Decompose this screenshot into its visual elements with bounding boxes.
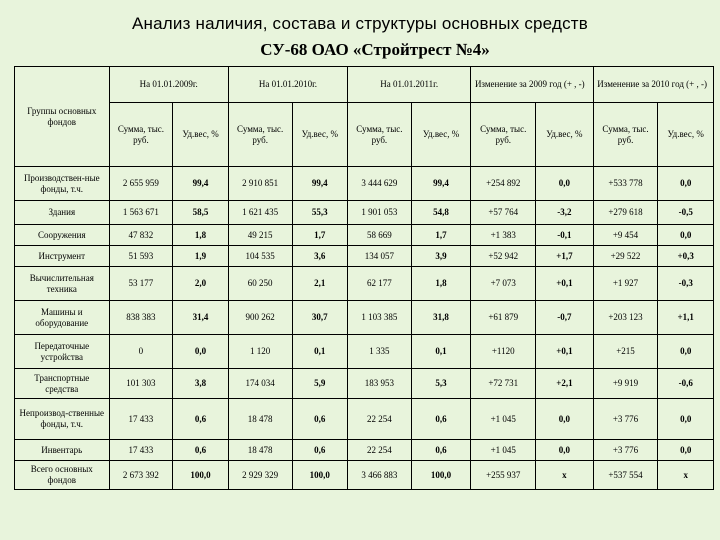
sum-cell: +203 123 bbox=[593, 301, 658, 335]
sum-cell: 174 034 bbox=[228, 369, 292, 399]
sum-column-header: Сумма, тыс. руб. bbox=[348, 103, 412, 167]
sum-cell: +3 776 bbox=[593, 440, 658, 461]
sum-cell: +57 764 bbox=[471, 201, 536, 225]
sum-cell: 0 bbox=[109, 335, 173, 369]
share-column-header: Уд.вес, % bbox=[658, 103, 714, 167]
sum-cell: 3 466 883 bbox=[348, 461, 412, 490]
share-cell: 0,0 bbox=[536, 167, 594, 201]
share-cell: 0,6 bbox=[411, 399, 471, 440]
share-cell: 0,0 bbox=[658, 167, 714, 201]
share-cell: 100,0 bbox=[173, 461, 229, 490]
sum-cell: +9 454 bbox=[593, 225, 658, 246]
sum-column-header: Сумма, тыс. руб. bbox=[228, 103, 292, 167]
sum-cell: 838 383 bbox=[109, 301, 173, 335]
share-column-header: Уд.вес, % bbox=[173, 103, 229, 167]
sum-cell: 47 832 bbox=[109, 225, 173, 246]
sum-cell: +255 937 bbox=[471, 461, 536, 490]
share-cell: х bbox=[658, 461, 714, 490]
sum-cell: 3 444 629 bbox=[348, 167, 412, 201]
sum-cell: 18 478 bbox=[228, 399, 292, 440]
share-cell: 0,0 bbox=[658, 399, 714, 440]
sum-cell: +52 942 bbox=[471, 246, 536, 267]
sum-cell: +1120 bbox=[471, 335, 536, 369]
sum-cell: 53 177 bbox=[109, 267, 173, 301]
share-cell: +0,1 bbox=[536, 267, 594, 301]
share-cell: 0,0 bbox=[536, 440, 594, 461]
table-row bbox=[15, 369, 714, 399]
share-cell: 31,8 bbox=[411, 301, 471, 335]
sum-column-header: Сумма, тыс. руб. bbox=[471, 103, 536, 167]
sum-cell: +254 892 bbox=[471, 167, 536, 201]
share-cell: 1,7 bbox=[411, 225, 471, 246]
sum-cell: 1 103 385 bbox=[348, 301, 412, 335]
group-column-header: Группы основных фондов bbox=[15, 67, 110, 167]
sum-cell: 1 563 671 bbox=[109, 201, 173, 225]
share-cell: 3,6 bbox=[292, 246, 348, 267]
sum-cell: 60 250 bbox=[228, 267, 292, 301]
share-cell: -0,1 bbox=[536, 225, 594, 246]
sum-cell: +215 bbox=[593, 335, 658, 369]
sum-cell: +9 919 bbox=[593, 369, 658, 399]
table-row bbox=[15, 267, 714, 301]
table-row bbox=[15, 301, 714, 335]
table-row bbox=[15, 246, 714, 267]
sum-cell: 58 669 bbox=[348, 225, 412, 246]
change-header: Изменение за 2009 год (+ , -) bbox=[471, 67, 593, 103]
sum-cell: 18 478 bbox=[228, 440, 292, 461]
share-cell: 30,7 bbox=[292, 301, 348, 335]
change-header: Изменение за 2010 год (+ , -) bbox=[593, 67, 713, 103]
share-cell: 58,5 bbox=[173, 201, 229, 225]
sum-cell: 1 901 053 bbox=[348, 201, 412, 225]
table-body bbox=[15, 167, 714, 490]
sum-cell: +537 554 bbox=[593, 461, 658, 490]
share-cell: 0,0 bbox=[658, 225, 714, 246]
sum-cell: 104 535 bbox=[228, 246, 292, 267]
sum-cell: 17 433 bbox=[109, 399, 173, 440]
sum-column-header: Сумма, тыс. руб. bbox=[109, 103, 173, 167]
share-cell: 0,6 bbox=[173, 399, 229, 440]
sum-cell: 22 254 bbox=[348, 440, 412, 461]
sum-cell: 101 303 bbox=[109, 369, 173, 399]
sum-cell: 183 953 bbox=[348, 369, 412, 399]
assets-table bbox=[14, 66, 714, 490]
share-cell: 1,9 bbox=[173, 246, 229, 267]
row-label: Передаточные устройства bbox=[15, 335, 110, 369]
share-cell: 1,7 bbox=[292, 225, 348, 246]
share-cell: х bbox=[536, 461, 594, 490]
share-cell: 0,6 bbox=[173, 440, 229, 461]
sum-cell: +279 618 bbox=[593, 201, 658, 225]
sum-cell: +533 778 bbox=[593, 167, 658, 201]
header-row-periods bbox=[15, 67, 714, 103]
share-cell: +0,3 bbox=[658, 246, 714, 267]
share-cell: +0,1 bbox=[536, 335, 594, 369]
table-row bbox=[15, 440, 714, 461]
share-cell: 5,3 bbox=[411, 369, 471, 399]
sum-cell: +61 879 bbox=[471, 301, 536, 335]
period-header: На 01.01.2009г. bbox=[109, 67, 228, 103]
share-column-header: Уд.вес, % bbox=[292, 103, 348, 167]
share-column-header: Уд.вес, % bbox=[411, 103, 471, 167]
sum-cell: +72 731 bbox=[471, 369, 536, 399]
row-label: Непроизвод-ственные фонды, т.ч. bbox=[15, 399, 110, 440]
header-row-columns bbox=[15, 103, 714, 167]
sum-column-header: Сумма, тыс. руб. bbox=[593, 103, 658, 167]
share-cell: 2,1 bbox=[292, 267, 348, 301]
row-label: Сооружения bbox=[15, 225, 110, 246]
sum-cell: 2 910 851 bbox=[228, 167, 292, 201]
share-cell: 0,0 bbox=[536, 399, 594, 440]
sum-cell: 1 621 435 bbox=[228, 201, 292, 225]
share-cell: 99,4 bbox=[292, 167, 348, 201]
table-row bbox=[15, 201, 714, 225]
share-cell: 0,1 bbox=[292, 335, 348, 369]
share-cell: 3,9 bbox=[411, 246, 471, 267]
table-row bbox=[15, 167, 714, 201]
share-cell: 0,6 bbox=[292, 440, 348, 461]
sum-cell: 17 433 bbox=[109, 440, 173, 461]
page-title: Анализ наличия, состава и структуры основных средств bbox=[131, 14, 588, 33]
table-row bbox=[15, 461, 714, 490]
share-cell: 0,6 bbox=[411, 440, 471, 461]
period-header: На 01.01.2011г. bbox=[348, 67, 471, 103]
sum-cell: +1 045 bbox=[471, 440, 536, 461]
share-cell: 1,8 bbox=[411, 267, 471, 301]
share-cell: 100,0 bbox=[411, 461, 471, 490]
share-cell: 99,4 bbox=[411, 167, 471, 201]
share-cell: 54,8 bbox=[411, 201, 471, 225]
share-cell: 0,0 bbox=[658, 440, 714, 461]
sum-cell: 49 215 bbox=[228, 225, 292, 246]
share-cell: 31,4 bbox=[173, 301, 229, 335]
row-label: Инвентарь bbox=[15, 440, 110, 461]
table-row bbox=[15, 399, 714, 440]
table-row bbox=[15, 225, 714, 246]
table-row bbox=[15, 335, 714, 369]
sum-cell: 22 254 bbox=[348, 399, 412, 440]
page-subtitle: СУ-68 ОАО «Стройтрест №4» bbox=[260, 40, 490, 59]
sum-cell: +7 073 bbox=[471, 267, 536, 301]
share-cell: 3,8 bbox=[173, 369, 229, 399]
row-label: Инструмент bbox=[15, 246, 110, 267]
sum-cell: 2 655 959 bbox=[109, 167, 173, 201]
row-label: Вычислительная техника bbox=[15, 267, 110, 301]
sum-cell: 1 335 bbox=[348, 335, 412, 369]
sum-cell: +1 045 bbox=[471, 399, 536, 440]
share-cell: 0,1 bbox=[411, 335, 471, 369]
sum-cell: 62 177 bbox=[348, 267, 412, 301]
row-label: Всего основных фондов bbox=[15, 461, 110, 490]
share-cell: 0,6 bbox=[292, 399, 348, 440]
share-cell: 100,0 bbox=[292, 461, 348, 490]
row-label: Транспортные средства bbox=[15, 369, 110, 399]
share-column-header: Уд.вес, % bbox=[536, 103, 594, 167]
sum-cell: 1 120 bbox=[228, 335, 292, 369]
share-cell: +2,1 bbox=[536, 369, 594, 399]
share-cell: -0,6 bbox=[658, 369, 714, 399]
share-cell: 0,0 bbox=[173, 335, 229, 369]
share-cell: -0,7 bbox=[536, 301, 594, 335]
sum-cell: 2 673 392 bbox=[109, 461, 173, 490]
row-label: Производствен-ные фонды, т.ч. bbox=[15, 167, 110, 201]
sum-cell: +1 383 bbox=[471, 225, 536, 246]
sum-cell: 2 929 329 bbox=[228, 461, 292, 490]
sum-cell: 51 593 bbox=[109, 246, 173, 267]
share-cell: +1,7 bbox=[536, 246, 594, 267]
sum-cell: 134 057 bbox=[348, 246, 412, 267]
share-cell: +1,1 bbox=[658, 301, 714, 335]
period-header: На 01.01.2010г. bbox=[228, 67, 347, 103]
share-cell: 5,9 bbox=[292, 369, 348, 399]
share-cell: 99,4 bbox=[173, 167, 229, 201]
share-cell: 0,0 bbox=[658, 335, 714, 369]
share-cell: 1,8 bbox=[173, 225, 229, 246]
share-cell: -0,5 bbox=[658, 201, 714, 225]
sum-cell: +29 522 bbox=[593, 246, 658, 267]
sum-cell: +3 776 bbox=[593, 399, 658, 440]
sum-cell: 900 262 bbox=[228, 301, 292, 335]
share-cell: -0,3 bbox=[658, 267, 714, 301]
share-cell: 2,0 bbox=[173, 267, 229, 301]
sum-cell: +1 927 bbox=[593, 267, 658, 301]
row-label: Машины и оборудование bbox=[15, 301, 110, 335]
row-label: Здания bbox=[15, 201, 110, 225]
share-cell: 55,3 bbox=[292, 201, 348, 225]
share-cell: -3,2 bbox=[536, 201, 594, 225]
